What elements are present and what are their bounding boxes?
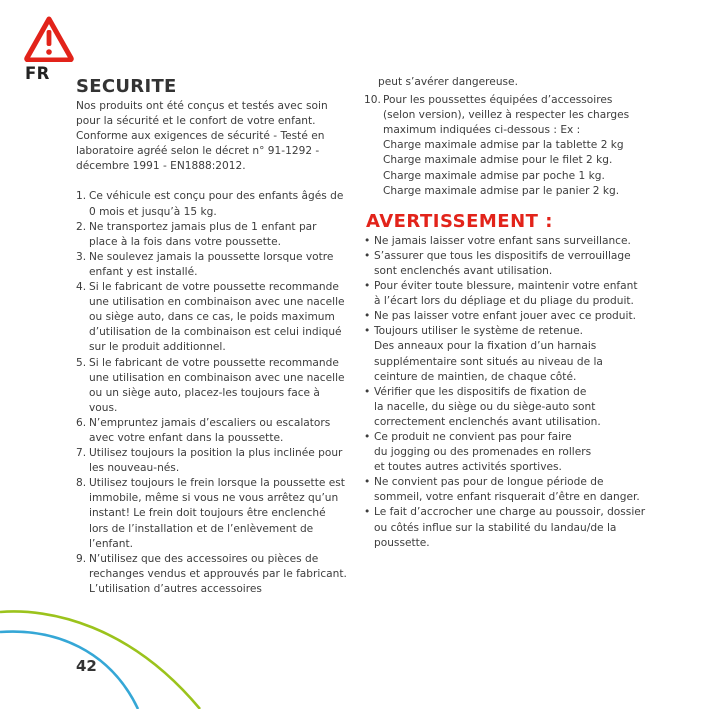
list-item: 2. Ne transportez jamais plus de 1 enfant par place à la fois dans votre poussette.: [76, 220, 317, 248]
list-item: • Le fait d’accrocher une charge au poussoir, dossier ou côtés influe sur la stabilité du landau/de la poussette.: [364, 506, 646, 549]
list-item: • Ne jamais laisser votre enfant sans surveillance.: [364, 234, 631, 247]
list-item: • Ce produit ne convient pas pour faire du jogging ou des promenades en rollers et toutes autres activités sportives.: [364, 430, 592, 474]
list-item: 5. Si le fabricant de votre poussette recommande une utilisation en combinaison avec une nacelle ou un siège auto, placez-les toujours face à vous.: [76, 356, 345, 414]
item9-continuation: peut s’avérer dangereuse.: [378, 76, 518, 88]
list-item: 4. Si le fabricant de votre poussette recommande une utilisation en combinaison avec une nacelle ou siège auto, dans ce cas, le poids maximum d’utilisation de la combinaison est celui indiqué sur le produit additionnel.: [76, 281, 345, 354]
left-column: [76, 76, 348, 597]
list-item: 3. Ne soulevez jamais la poussette lorsque votre enfant y est installé.: [76, 250, 334, 278]
language-code: FR: [25, 64, 50, 83]
list-item: 6. N’empruntez jamais d’escaliers ou escalators avec votre enfant dans la poussette.: [76, 416, 331, 444]
securite-title: SECURITE: [76, 76, 177, 97]
securite-list-continued: [364, 93, 646, 199]
list-item: • Ne pas laisser votre enfant jouer avec ce produit.: [364, 310, 636, 323]
list-item: 7. Utilisez toujours la position la plus inclinée pour les nouveau-nés.: [76, 447, 343, 475]
load-limit: Charge maximale admise par le panier 2 kg.: [383, 184, 620, 197]
list-item: • Vérifier que les dispositifs de fixation de la nacelle, du siège ou du siège-auto sont correctement enclenchés avant utilisation.: [364, 385, 601, 428]
avertissement-title: AVERTISSEMENT :: [366, 210, 553, 232]
load-limit: Charge maximale admise par poche 1 kg.: [383, 169, 605, 182]
list-item: 8. Utilisez toujours le frein lorsque la poussette est immobile, même si vous ne vous arrêtez qu’un instant! Le frein doit toujours être enclenché lors de l’installation et de l’enlèvement de l’enfant.: [76, 477, 345, 550]
avertissement-list: [364, 234, 646, 551]
list-item: • S’assurer que tous les dispositifs de verrouillage sont enclenchés avant utilisation.: [364, 249, 631, 277]
page-number: 42: [76, 657, 97, 675]
list-item: 1. Ce véhicule est conçu pour des enfants âgés de 0 mois et jusqu’à 15 kg.: [76, 190, 344, 218]
list-item: 10. Pour les poussettes équipées d’accessoires (selon version), veillez à respecter les charges maximum indiquées ci-dessous : Ex : Charge maximale admise par la tablette 2 kg Charge maximale admise pour le filet 2 kg. Charge maximale admise par poche 1 kg. Charge maximale admise par le panier 2 kg.: [364, 93, 646, 199]
list-item: • Toujours utiliser le système de retenue. Des anneaux pour la fixation d’un harnais supplémentaire sont situés au niveau de la ceinture de maintien, de chaque côté.: [364, 325, 603, 383]
load-limit: Charge maximale admise par la tablette 2 kg: [383, 139, 624, 152]
load-limit: Charge maximale admise pour le filet 2 kg.: [383, 154, 613, 167]
right-column: [364, 75, 646, 551]
list-item: 9. N’utilisez que des accessoires ou pièces de rechanges vendus et approuvés par le fabricant. L’utilisation d’autres accessoires: [76, 552, 347, 595]
list-item: • Pour éviter toute blessure, maintenir votre enfant à l’écart lors du dépliage et du pliage du produit.: [364, 280, 638, 308]
securite-list: [76, 189, 348, 597]
list-item: • Ne convient pas pour de longue période de sommeil, votre enfant risquerait d’être en danger.: [364, 476, 640, 504]
warning-triangle-icon: [24, 16, 74, 62]
securite-intro: Nos produits ont été conçus et testés avec soin pour la sécurité et le confort de votre enfant. Conforme aux exigences de sécurité - Testé en laboratoire agréé selon le décret n° 91-1292 - décembre 1991 - EN1888:2012.: [76, 100, 328, 173]
